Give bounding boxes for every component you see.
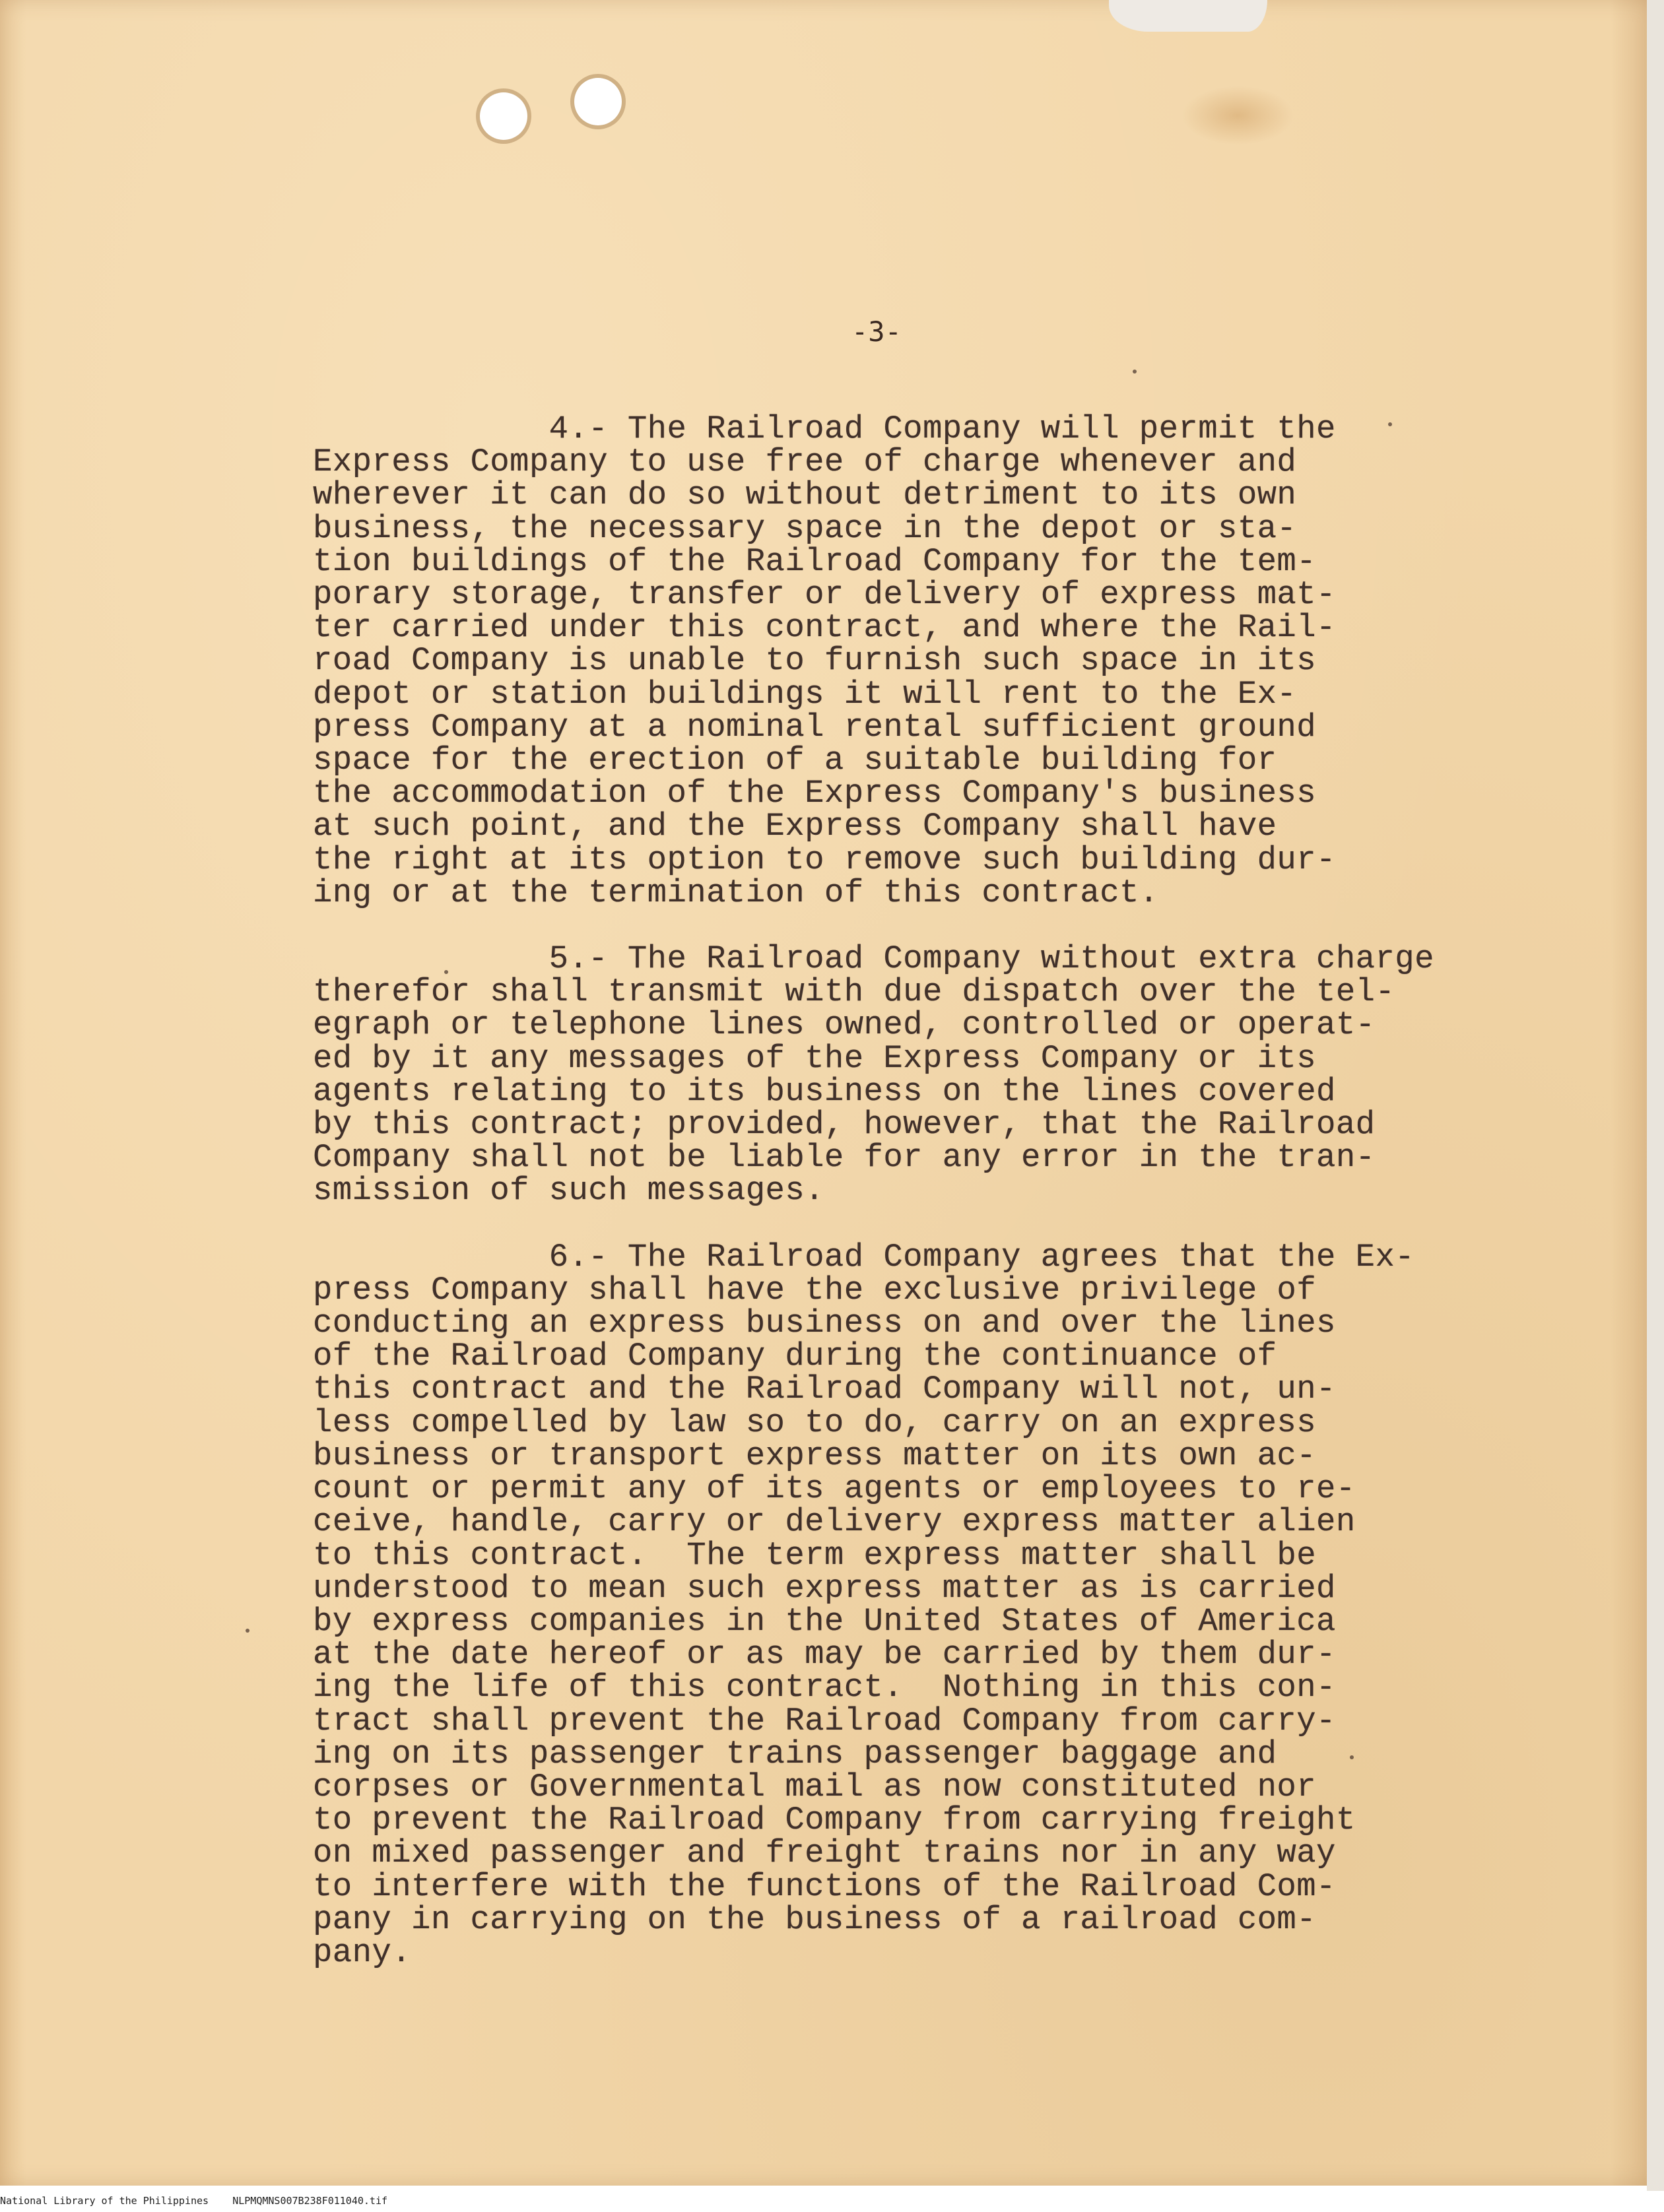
paper-speck [1133, 370, 1137, 374]
paragraph-5-telegraph-messages: 5.- The Railroad Company without extra charge therefor shall transmit with due dispatch over the tel- egraph or telephone lines owned, controlled or operat- ed by it any messages of the Express Company or its agents relating to its business on the lines covered by this contract; provided, however, that the Railroad Company shall not be liable for any error in the tran- smission of such messages. [313, 940, 1434, 1210]
paper-stain [1181, 86, 1294, 145]
scan-background-edge [1647, 0, 1664, 2191]
paragraph-6-exclusive-privilege: 6.- The Railroad Company agrees that the Ex- press Company shall have the exclusive privilege of conducting an express business on and over the lines of the Railroad Company during the continuance of this contract and the Railroad Company will not, un- less compelled by law so to do, carry on an express business or transport express matter on its own ac- count or permit any of its agents or employees to re- ceive, handle, carry or delivery express matter alien to this contract. The term express matter shall be understood to mean such express matter as is carried by express companies in the United States of America at the date hereof or as may be carried by them dur- ing the life of this contract. Nothing in this con- tract shall prevent the Railroad Company from carry- ing on its passenger trains passenger baggage and corpses or Governmental mail as now constituted nor to prevent the Railroad Company from carrying freight on mixed passenger and freight trains nor in any way to interfere with the functions of the Railroad Com- pany in carrying on the business of a railroad com- pany. [313, 1238, 1415, 1971]
page-number: -3- [851, 315, 902, 348]
scan-footer-caption: National Library of the Philippines NLPMQMNS007B238F011040.tif [0, 2195, 387, 2207]
paper-speck [246, 1629, 250, 1633]
typed-body [313, 412, 1620, 1969]
torn-corner [1109, 0, 1267, 32]
punch-hole-right [574, 78, 622, 125]
punch-hole-left [480, 92, 527, 140]
paragraph-4-railroad-space: 4.- The Railroad Company will permit the Express Company to use free of charge whenever and wherever it can do so without detriment to its own business, the necessary space in the depot or sta- tion buildings of the Railroad Company for the tem- porary storage, transfer or delivery of express mat- ter carried under this contract, and where the Rail- road Company is unable to furnish such space in its depot or station buildings it will rent to the Ex- press Company at a nominal rental sufficient ground space for the erection of a suitable building for the accommodation of the Express Company's business at such point, and the Express Company shall have the right at its option to remove such building dur- ing or at the termination of this contract. [313, 410, 1336, 911]
